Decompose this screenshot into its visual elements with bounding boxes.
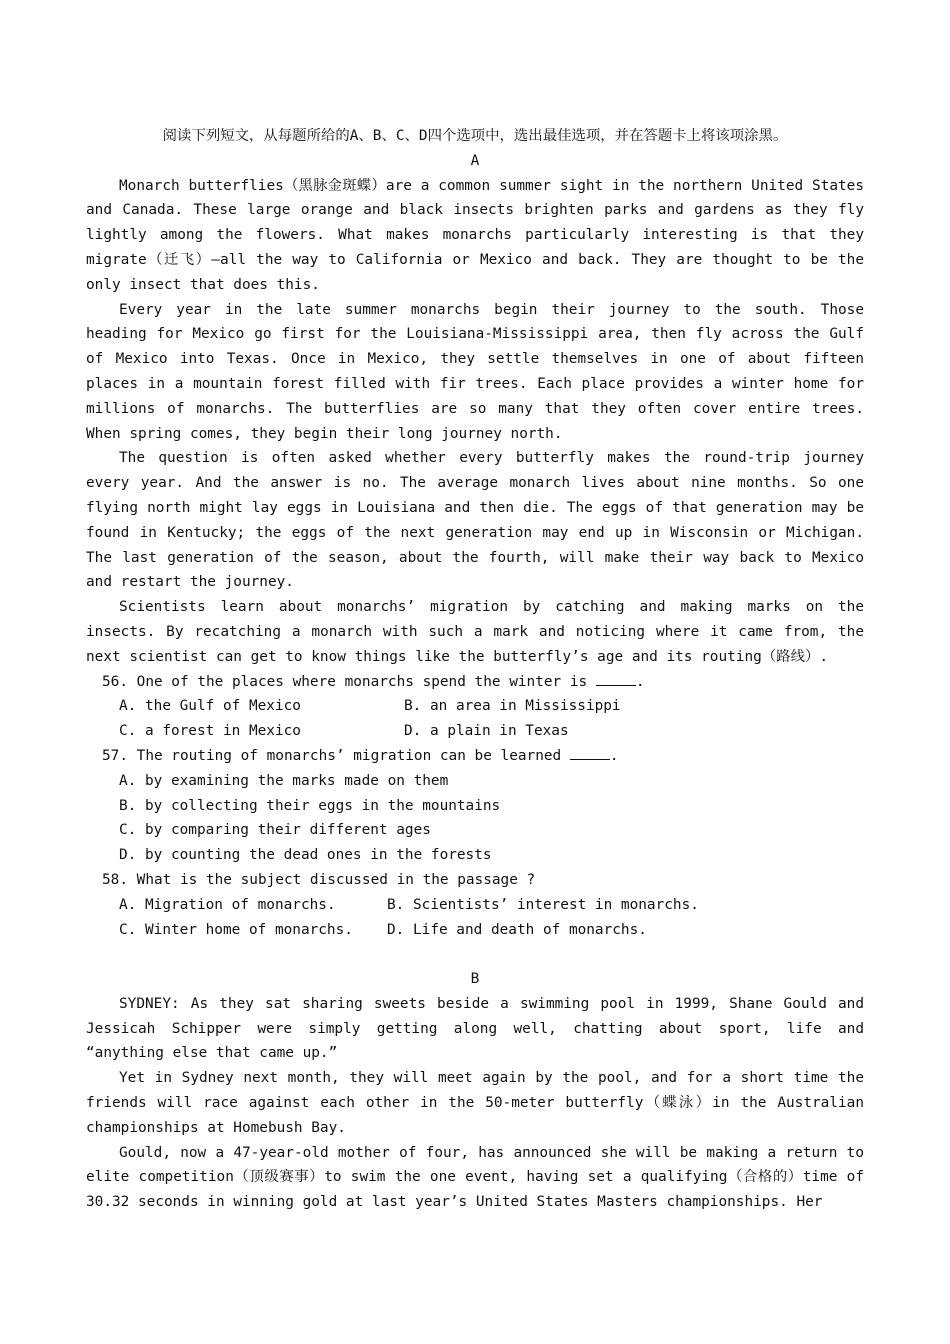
option-c: C. by comparing their different ages <box>119 822 431 839</box>
option-d: D. a plain in Texas <box>404 723 569 740</box>
section-b-label: B <box>470 971 480 988</box>
answer-blank <box>570 745 610 760</box>
section-a-label: A <box>470 152 480 169</box>
option-a: A. Migration of monarchs. <box>119 896 336 913</box>
option-d: D. Life and death of monarchs. <box>387 921 647 938</box>
option-row <box>86 893 864 918</box>
question-57 <box>86 744 864 769</box>
question-56 <box>86 670 864 695</box>
question-stem: 56. One of the places where monarchs spend the winter is <box>102 673 588 690</box>
option-c: C. a forest in Mexico <box>119 723 301 740</box>
paragraph: Yet in Sydney next month, they will meet again by the pool, and for a short time the friends will race against each other in the 50-meter butterfly（蝶泳）in the Australian championships at Homebush Bay. <box>86 1070 864 1136</box>
question-stem: 57. The routing of monarchs’ migration can be learned <box>102 747 562 764</box>
question-58: 58. What is the subject discussed in the passage ? <box>102 871 536 888</box>
exam-page <box>86 124 864 1215</box>
option-b: B. Scientists’ interest in monarchs. <box>387 896 699 913</box>
instruction: 阅读下列短文，从每题所给的A、B、C、D四个选项中，选出最佳选项，并在答题卡上将该项涂黑。 <box>162 128 788 144</box>
question-end: . <box>609 747 619 764</box>
option-a: A. by examining the marks made on them <box>119 772 449 789</box>
paragraph: Every year in the late summer monarchs begin their journey to the south. Those heading for Mexico go first for the Louisiana-Mississippi area, then fly across the Gulf of Mexico into Texas. Once in Mexico, they settle themselves in one of about fifteen places in a mountain forest filled with fir trees. Each place provides a winter home for millions of monarchs. The butterflies are so many that they often cover entire trees. When spring comes, they begin their long journey north. <box>86 301 864 442</box>
option-row <box>86 719 864 744</box>
paragraph: Monarch butterflies（黑脉金斑蝶）are a common summer sight in the northern United States and Canada. These large orange and black insects brighten parks and gardens as they fly lightly among the flowers. What makes monarchs particularly interesting is that they migrate（迁飞）—all the way to California or Mexico and back. They are thought to be the only insect that does this. <box>86 177 864 293</box>
option-d: D. by counting the dead ones in the forests <box>119 847 492 864</box>
option-b: B. an area in Mississippi <box>404 698 621 715</box>
paragraph: Scientists learn about monarchs’ migration by catching and making marks on the insects. By recatching a monarch with such a mark and noticing where it came from, the next scientist can get to know things like the butterfly’s age and its routing（路线）. <box>86 599 864 665</box>
option-b: B. by collecting their eggs in the mountains <box>119 797 501 814</box>
option-c: C. Winter home of monarchs. <box>119 921 353 938</box>
answer-blank <box>596 671 636 686</box>
paragraph: The question is often asked whether every butterfly makes the round-trip journey every year. And the answer is no. The average monarch lives about nine months. So one flying north might lay eggs in Louisiana and then die. The eggs of that generation may be found in Kentucky; the eggs of the next generation may end up in Wisconsin or Michigan. The last generation of the season, about the fourth, will make their way back to Mexico and restart the journey. <box>86 450 864 591</box>
paragraph: SYDNEY: As they sat sharing sweets beside a swimming pool in 1999, Shane Gould and Jessicah Schipper were simply getting along well, chatting about sport, life and “anything else that came up.” <box>86 995 864 1062</box>
option-row <box>86 694 864 719</box>
question-end: . <box>635 673 645 690</box>
paragraph: Gould, now a 47-year-old mother of four, has announced she will be making a return to elite competition（顶级赛事）to swim the one event, having set a qualifying（合格的）time of 30.32 seconds in winning gold at last year’s United States Masters championships. Her <box>86 1144 864 1211</box>
option-a: A. the Gulf of Mexico <box>119 698 301 715</box>
option-row <box>86 918 864 943</box>
section-gap <box>86 942 864 967</box>
